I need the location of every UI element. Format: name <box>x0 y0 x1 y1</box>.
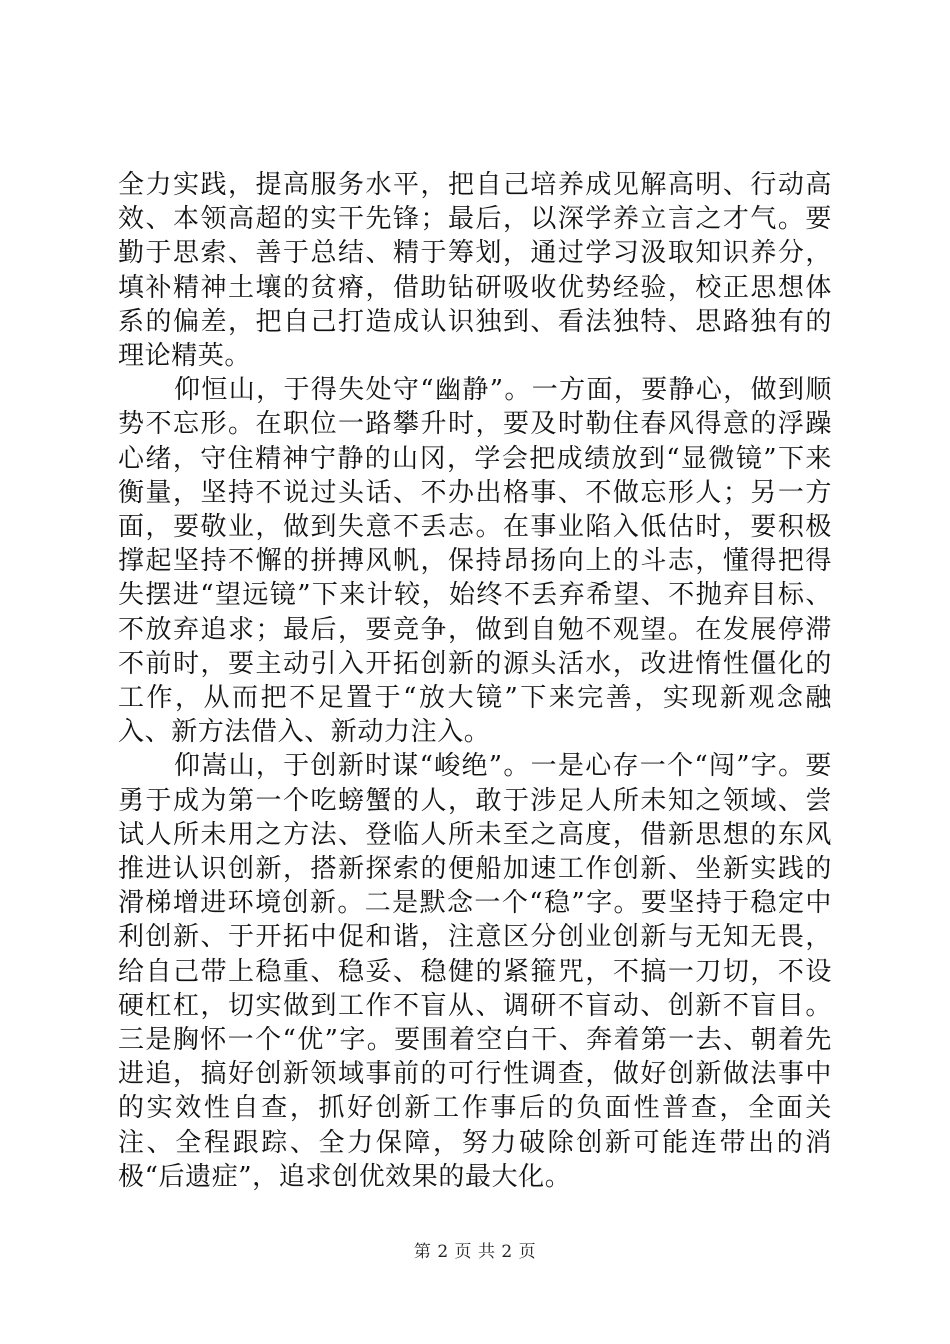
document-body <box>118 168 832 1194</box>
paragraph-3: 仰嵩山，于创新时谋“峻绝”。一是心存一个“闯”字。要勇于成为第一个吃螃蟹的人，敢于涉足人所未知之领域、尝试人所未用之方法、登临人所未至之高度，借新思想的东风推进认识创新，搭新探索的便船加速工作创新、坐新实践的滑梯增进环境创新。二是默念一个“稳”字。要坚持于稳定中利创新、于开拓中促和谐，注意区分创业创新与无知无畏，给自己带上稳重、稳妥、稳健的紧箍咒，不搞一刀切，不设硬杠杠，切实做到工作不盲从、调研不盲动、创新不盲目。三是胸怀一个“优”字。要围着空白干、奔着第一去、朝着先进追，搞好创新领域事前的可行性调查，做好创新做法事中的实效性自查，抓好创新工作事后的负面性普查，全面关注、全程跟踪、全力保障，努力破除创新可能连带出的消极“后遗症”，追求创优效果的最大化。 <box>118 751 832 1192</box>
page-number-footer: 第 2 页 共 2 页 <box>413 1242 537 1262</box>
paragraph-1: 全力实践，提高服务水平，把自己培养成见解高明、行动高效、本领高超的实干先锋；最后，以深学养立言之才气。要勤于思索、善于总结、精于筹划，通过学习汲取知识养分，填补精神土壤的贫瘠，借助钻研吸收优势经验，校正思想体系的偏差，把自己打造成认识独到、看法独特、思路独有的理论精英。 <box>118 170 832 372</box>
paragraph-2: 仰恒山，于得失处守“幽静”。一方面，要静心，做到顺势不忘形。在职位一路攀升时，要及时勒住春风得意的浮躁心绪，守住精神宁静的山冈，学会把成绩放到“显微镜”下来衡量，坚持不说过头话、不办出格事、不做忘形人；另一方面，要敬业，做到失意不丢志。在事业陷入低估时，要积极撑起坚持不懈的拼搏风帆，保持昂扬向上的斗志，懂得把得失摆进“望远镜”下来计较，始终不丢弃希望、不抛弃目标、不放弃追求；最后，要竞争，做到自勉不观望。在发展停滞不前时，要主动引入开拓创新的源头活水，改进惰性僵化的工作，从而把不足置于“放大镜”下来完善，实现新观念融入、新方法借入、新动力注入。 <box>118 375 832 748</box>
